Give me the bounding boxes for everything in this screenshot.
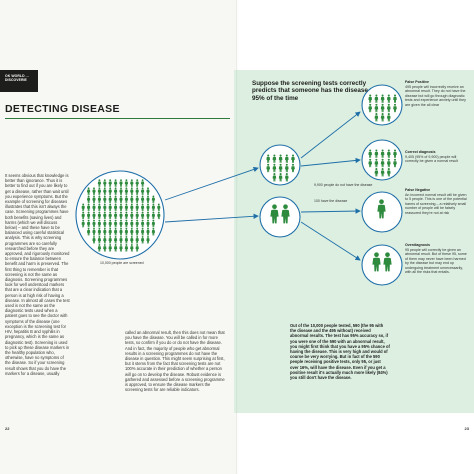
flow-arrow-0: [165, 168, 258, 200]
note-text: 9,405 (95% of 9,900) people will correctly be given a normal result: [405, 154, 458, 163]
body-column-b: called an abnormal result, then this does not mean that you have the disease. You will be called in for more tests, so confirm if you do or do not have the disease. And in fact, the majority of people who get abnormal results in a screening programmes do not have the disease in question. This might seem surprising at first, but it stems from the fact that screening tests are not 100% accurate in their prediction of whether a person will go on to develop the disease. Robust evidence is gathered and assessed before a screening programme is approved, to ensure the disease markers the screening tests for are reliable indicators.: [125, 330, 225, 393]
right-heading: Suppose the screening tests correctly predicts that someone has the disease 95% of the time: [252, 80, 368, 102]
page-title: DETECTING DISEASE: [5, 103, 120, 115]
label-with-disease: 100 have the disease: [314, 199, 348, 203]
body-column-c: Out of the 10,000 people tested, 590 (the 95 with the disease and the 495 without) received abnormal results. The test has 95% accuracy so, if you were one of the 590 with an abnormal result, you might first think that you have a 95% chance of having the disease. This is very high and would of course be very worrying. But in fact of the 590 people receiving positive tests, only 95, or just over 16%, will have the disease. Even if you get a positive result it's actually much more likely (84%) you still don't have the disease.: [290, 323, 390, 381]
flow-arrow-3: [301, 160, 360, 166]
flow-arrow-1: [165, 216, 258, 222]
label-without-disease: 9,900 people do not have the disease: [314, 183, 373, 187]
flow-arrow-2: [301, 112, 360, 158]
note-text: 495 people will incorrectly receive an abnormal result. They do not have the disease but will go through diagnostic tests and experience anxiety until they are given the all clear: [405, 84, 466, 107]
note-false-negative: [405, 188, 469, 215]
note-title: Overdiagnosis: [405, 243, 430, 247]
note-title: Correct diagnosis: [405, 150, 436, 154]
note-title: False Negative: [405, 188, 431, 192]
circle-overdiagnosis: [362, 245, 402, 285]
folio-right: 23: [464, 426, 469, 431]
note-correct-diagnosis: [405, 150, 469, 164]
circle-with-disease: [260, 197, 300, 237]
label-screened: 10,000 people are screened: [100, 261, 144, 265]
flow-arrow-5: [301, 222, 360, 260]
note-overdiagnosis: [405, 243, 469, 275]
body-column-a: It seems obvious that knowledge is better than ignorance. Thus it is better to find out if you are likely to get a disease, rather than wait until you experience symptoms. But the example of screening for diseases illustrates that this isn't always the case. Screening programmes have both benefits (saving lives) and harms (which we will discuss below) – and these have to be balanced using careful statistical analysis. This is why screening programmes are so carefully researched before they are approved, and rigorously monitored to ensure the balance between benefit and harm is preserved. The first thing to remember is that screening is not the same as diagnosis. Screening programmes look for well understood markers that are a clear indication that a person is at high risk of having a disease. In almost all cases the test used is not the same as the diagnostic tests used when a patient goes to see the doctor with symptoms of the disease (one exception is the screening test for HIV, hepatitis B and syphilis in pregnancy, which is the same as diagnostic test). Screening is used to pick up these disease markers in the healthy population who, otherwise, have no symptoms of the disease. So if your screening result shows that you do have the markers for a disease, usually: [5, 173, 70, 376]
note-text: An incorrect normal result will be given to 5 people. This is one of the potential harms of screening – a relatively small number of people will be falsely reassured they're not at risk: [405, 192, 467, 215]
note-false-positive: [405, 80, 469, 107]
note-title: False Positive: [405, 80, 429, 84]
folio-left: 22: [5, 426, 10, 431]
series-tab-label: OK WORLD ... DISCOVERIE: [5, 74, 29, 83]
flow-arrow-4: [301, 211, 360, 212]
note-text: 95 people will correctly be given an abnormal result. But of these 95, some of them may never have been harmed by the disease but may end up undergoing treatment unnecessarily, with all the risks that entails.: [405, 247, 467, 274]
